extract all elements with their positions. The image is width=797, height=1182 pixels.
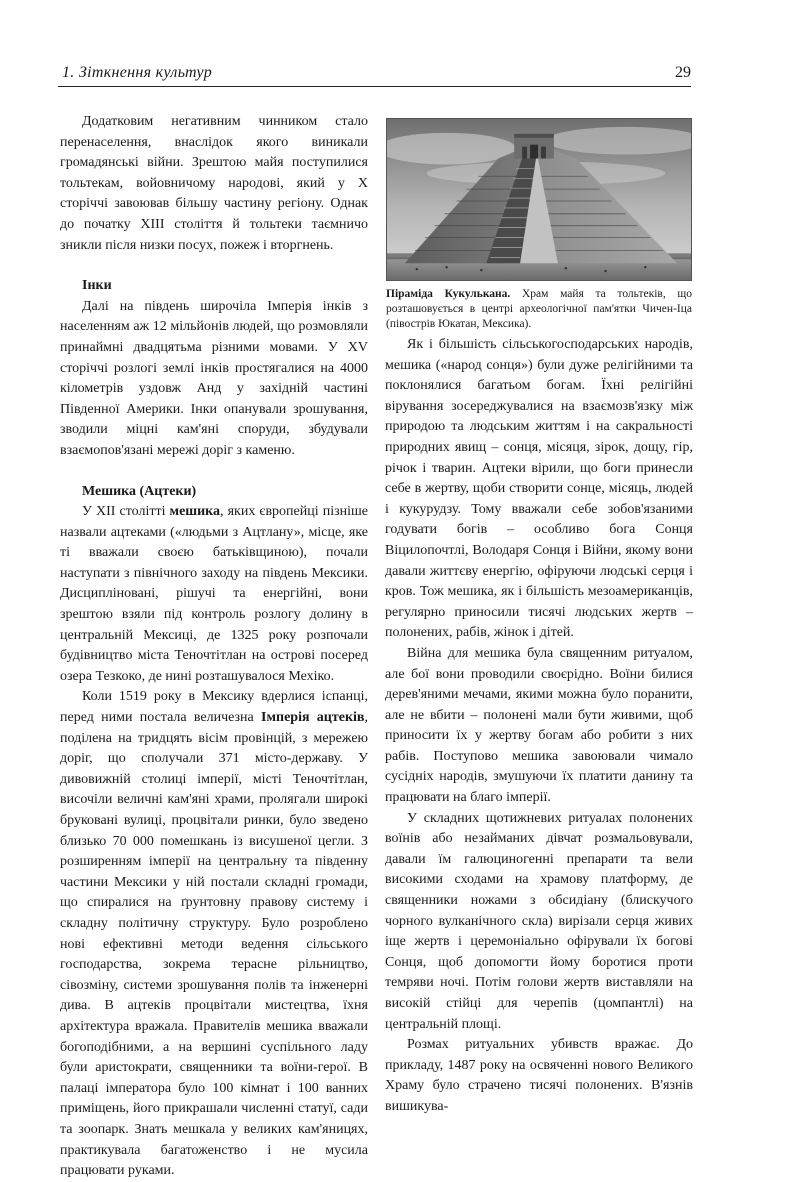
caption-title: Піраміда Кукулькана. <box>386 288 511 300</box>
paragraph: У XII столітті мешика, яких європейці пізніше назвали ацтеками («людьми з Ацтлану», місце, яке ті вважали своєю батьківщиною), почали наступати з північного заходу на південь Мексики. Дисципліновані, рішучі та енергійні, вони зрештою взяли під контроль розлогу долину в центральній Мексиці, де 1325 року розпочали будівництво міста Теночтітлан на острові посеред озера Тезкоко, де нині розташувалося Мехіко. <box>60 504 368 684</box>
bold-term: мешика <box>169 504 221 520</box>
chapter-title: 1. Зіткнення культур <box>62 64 213 81</box>
paragraph: Далі на південь широчіла Імперія інків з населенням аж 12 мільйонів людей, що розмовляли принаймні двадцятьма різними мовами. У XV сторіччі розлогі землі інків простягалися на 4000 кілометрів уздовж Анд у західній частині Південної Америки. Інки опанували зрошування, зводили міцні кам'яні споруди, збудували взаємопов'язані мережі доріг з каменю. <box>60 298 368 458</box>
figure-caption <box>386 287 692 332</box>
paragraph: Коли 1519 року в Мексику вдерлися іспанці, перед ними постала величезна Імперія ацтеків, поділена на тридцять вісім провінцій, з мережею доріг, що сполучали 371 місто-державу. У дивовижній столиці імперії, місті Теночтітлан, височіли величні кам'яні храми, пролягали широкі бруковані вулиці, процвітали ринки, було зведено близько 70 000 помешкань із висушеної цегли. З розширенням імперії на центральну та південну частини Мексики у ній постали складні громади, що спиралися на ґрунтовну правову систему і складну політичну структуру. Було розроблено нові ефективні методи ведення сільського господарства, зокрема терасне рільництво, сівозміну, системи зрошування полів та інженерні дива. В ацтеків процвітали мистецтва, їхня архітектура вражала. Правителів мешика вважали богоподібними, а на вершині суспільного ладу були аристократи, священники та воїни-герої. В палаці імператора було 100 кімнат і 100 ванних приміщень, його прикрашали численні статуї, сади та зоопарк. Знать мешкала у великих кам'яницях, практикувала багатоженство і не мусила працювати руками. <box>60 689 368 1179</box>
paragraph: Війна для мешика була священним ритуалом, але бої вони проводили своєрідно. Воїни билися дерев'яними мечами, якими можна було поранити, але не вбити – полонені мали бути живими, щоб приносити їх у жертву богам або робити з них рабів. Поступово мешика завоювали чимало сусідніх народів, змушуючи їх платити данину та працювати на благо імперії. <box>385 645 693 806</box>
left-column <box>60 112 368 1182</box>
right-column <box>385 335 693 1118</box>
page-number: 29 <box>675 64 691 81</box>
section-heading-mexica: Мешика (Ацтеки) <box>82 483 197 499</box>
paragraph: Розмах ритуальних убивств вражає. До прикладу, 1487 року на освяченні нового Великого Храму було страчено тисячі полонених. В'язнів вишикува- <box>385 1037 693 1114</box>
caption-text: Храм майя та тольтеків, що розташовується в центрі археологічної пам'ятки Чичен-Іца (півострів Юкатан, Мексика). <box>386 288 692 330</box>
running-header <box>58 60 691 87</box>
paragraph: У складних щотижневих ритуалах полонених воїнів або незайманих дівчат розмальовували, давали їм галюциногенні препарати та вели високими сходами на храмову платформу, де священники ножами з обсидіану (блискучого чорного вулканічного скла) вирізали серця живих іще жертв і церемоніально офірували їх богові Сонця, щоб допомогти йому боротися проти темряви ночі. Потім голови жертв виставляли на високій стійці для черепів (цомпантлі) на центральній площі. <box>385 810 693 1032</box>
pyramid-photo <box>386 118 692 281</box>
figure <box>386 118 692 332</box>
paragraph: Додатковим негативним чинником стало перенаселення, внаслідок якого виникали громадянські війни. Зрештою майя поступилися тольтекам, войовничому народові, який у Х сторіччі завоював більшу частину регіону. Однак до початку XIII століття й тольтеки таємничо зникли після низки посух, пожеж і вторгнень. <box>60 114 368 253</box>
bold-term: Імперія ацтеків <box>261 710 365 726</box>
section-heading-inca: Інки <box>82 278 112 294</box>
paragraph: Як і більшість сільськогосподарських народів, мешика («народ сонця») були дуже релігійними та поклонялися багатьом богам. Їхні релігійні вірування зосереджувалися на взаємозв'язку між природою та людським життям і на сакральності природних явищ – сонця, місяця, зірок, дощу, гір, річок і тварин. Ацтеки вірили, що боги принесли себе в жертву, щоби створити сонце, місяць, людей і кукурудзу. Тому вважали себе зобов'язаними годувати богів – особливо бога Сонця Віцилопочтлі, Володаря Сонця і Війни, якому вони давали життєву енергію, офіруючи людські серця і кров. Тож мешика, як і більшість мезоамериканців, регулярно приносили тисячі людських жертв – полонених, рабів, жінок і дітей. <box>385 337 693 641</box>
